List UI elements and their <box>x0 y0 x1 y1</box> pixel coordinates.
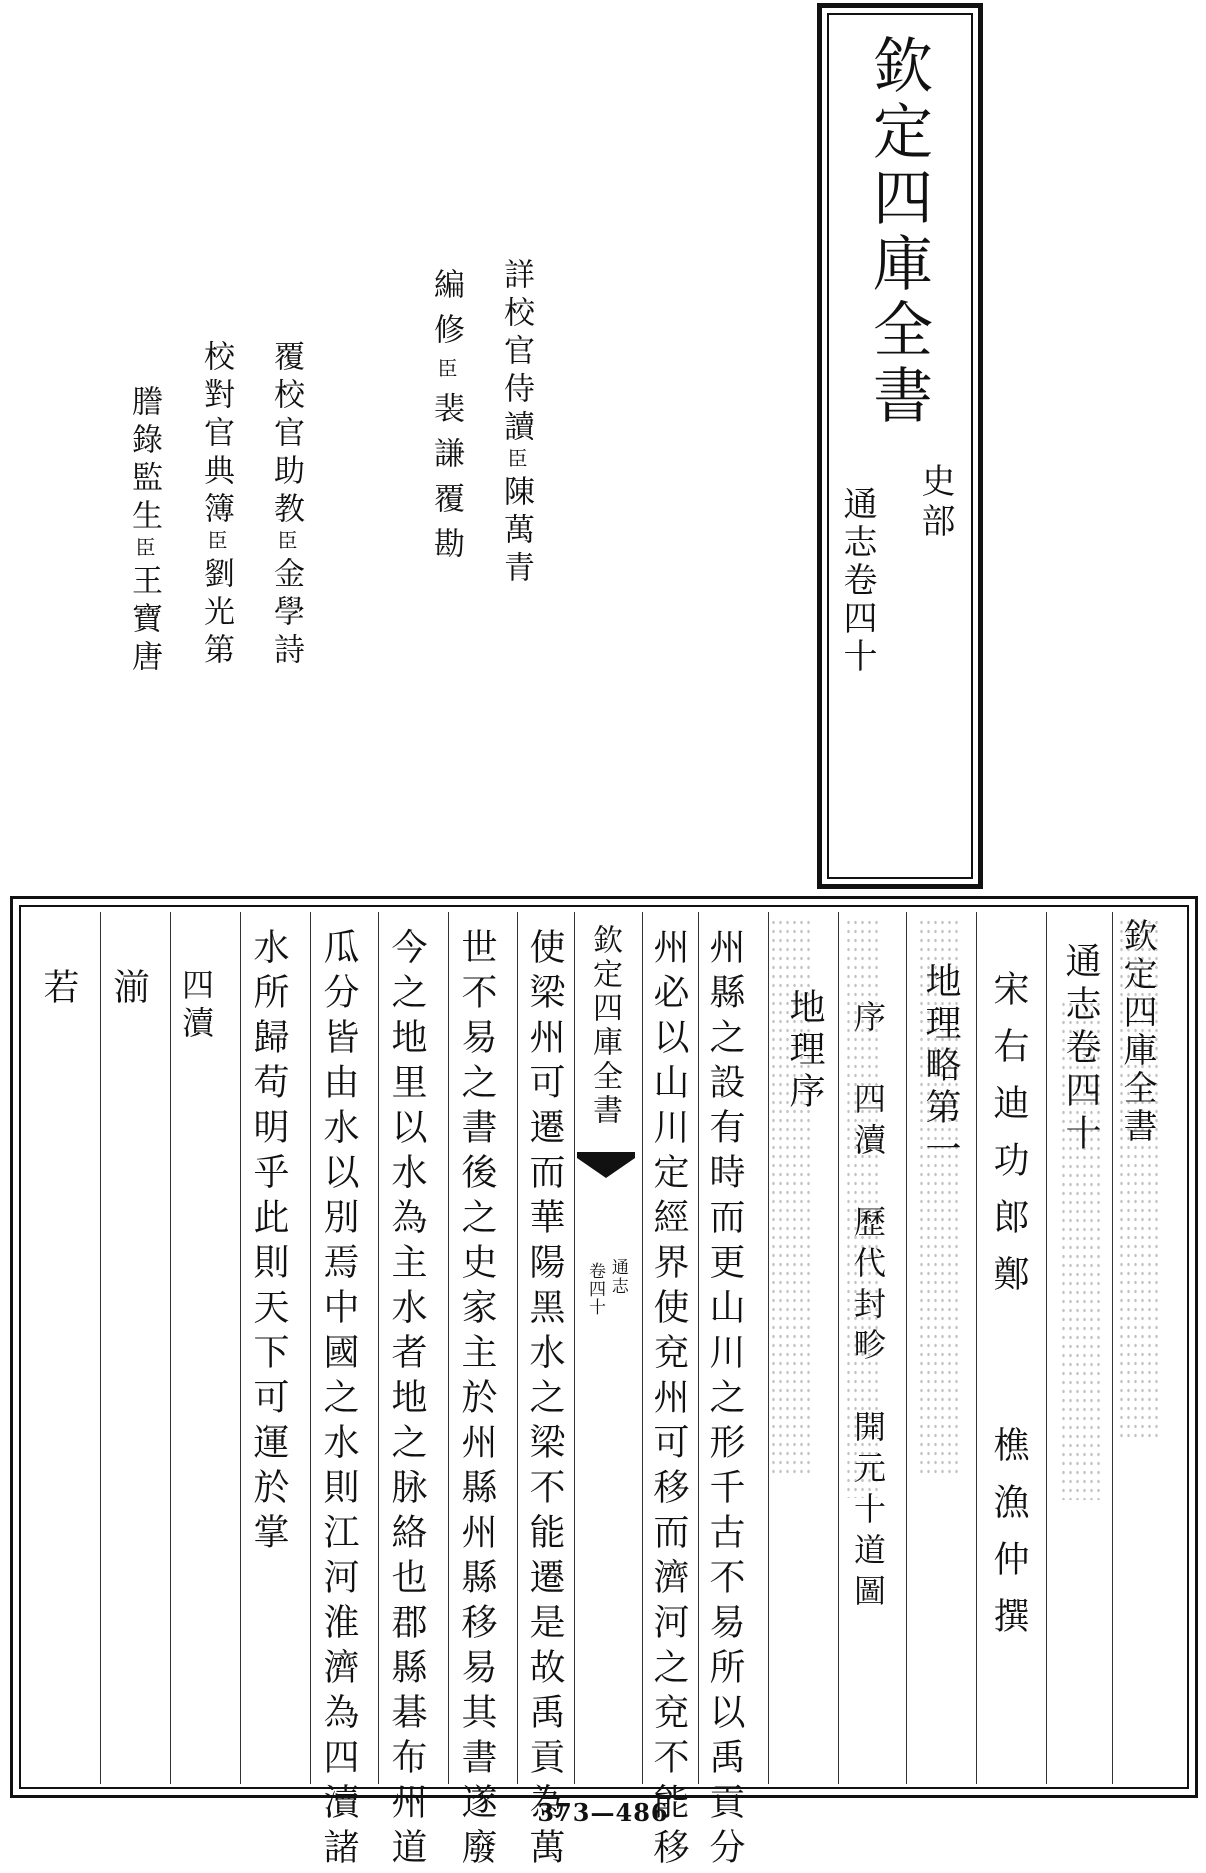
fold-title: 欽定四庫全書 <box>587 924 622 1128</box>
credit-name: 金學詩 <box>268 557 304 671</box>
text-column: 地理略第一 <box>920 962 961 1172</box>
column-rule <box>574 912 575 1784</box>
credit-chen: 臣 <box>504 448 528 475</box>
column-rule <box>448 912 449 1784</box>
column-rule <box>698 912 699 1784</box>
fold-book: 通志 <box>607 1258 628 1296</box>
credit-name: 裴謙覆勘 <box>428 392 464 572</box>
credit-name: 陳萬青 <box>498 475 534 589</box>
credit-chen: 臣 <box>132 537 156 564</box>
credit-name: 劉光第 <box>198 557 234 671</box>
fold-volume: 卷四十 <box>585 1262 605 1316</box>
text-column: 世不易之書後之史家主於州縣州縣移易其書遂廢 <box>456 928 497 1873</box>
text-column: 使梁州可遷而華陽黑水之梁不能遷是故禹貢為萬 <box>524 928 565 1873</box>
column-rule <box>310 912 311 1784</box>
credit-role: 校對官典簿 <box>198 340 234 530</box>
text-column: 湔 <box>108 968 149 1016</box>
credit-proofreader <box>268 340 304 671</box>
text-column: 瓜分皆由水以別焉中國之水則江河淮濟為四瀆諸 <box>318 928 359 1873</box>
text-column: 通志卷四十 <box>1060 942 1101 1157</box>
credit-compiler <box>428 268 464 572</box>
text-column: 宋右迪功郎鄭 樵漁仲撰 <box>988 970 1029 1654</box>
column-rule <box>1112 912 1113 1784</box>
column-rule <box>768 912 769 1784</box>
credit-chen: 臣 <box>204 530 228 557</box>
column-rule <box>976 912 977 1784</box>
text-column: 水所歸苟明乎此則天下可運於掌 <box>248 928 289 1558</box>
book-title: 欽定四庫全書 <box>863 34 933 430</box>
page-number: 373—486 <box>537 1798 669 1827</box>
column-rule <box>1046 912 1047 1784</box>
column-rule <box>838 912 839 1784</box>
column-rule <box>517 912 518 1784</box>
column-rule <box>170 912 171 1784</box>
title-slip <box>817 3 983 889</box>
fish-tail-icon <box>577 1152 635 1182</box>
text-column: 今之地里以水為主水者地之脉絡也郡縣碁布州道 <box>386 928 427 1873</box>
credit-role: 詳校官侍讀 <box>498 258 534 448</box>
text-column: 欽定四庫全書 <box>1117 918 1157 1146</box>
text-column: 州必以山川定經界使兗州可移而濟河之兗不能移 <box>648 928 689 1873</box>
text-column: 序 四瀆 歷代封畛 開元十道圖 <box>849 1000 887 1615</box>
column-rule <box>378 912 379 1784</box>
text-column: 地理序 <box>784 988 825 1114</box>
credit-name: 王寶唐 <box>126 564 162 678</box>
text-column: 若 <box>38 968 79 1016</box>
column-rule <box>100 912 101 1784</box>
credit-copyist <box>126 385 162 678</box>
volume-label: 通志卷四十 <box>837 486 877 676</box>
column-rule <box>906 912 907 1784</box>
credit-chen: 臣 <box>274 530 298 557</box>
credit-role: 編修 <box>428 268 464 358</box>
section-heading: 四瀆 <box>177 968 215 1044</box>
credit-chen: 臣 <box>434 358 458 392</box>
category-label: 史部 <box>915 463 955 543</box>
text-column: 州縣之設有時而更山川之形千古不易所以禹貢分 <box>704 928 745 1873</box>
credit-collator <box>198 340 234 671</box>
credit-role: 覆校官助教 <box>268 340 304 530</box>
column-rule <box>240 912 241 1784</box>
credit-editor <box>498 258 534 589</box>
credit-role: 謄錄監生 <box>126 385 162 537</box>
column-rule <box>642 912 643 1784</box>
